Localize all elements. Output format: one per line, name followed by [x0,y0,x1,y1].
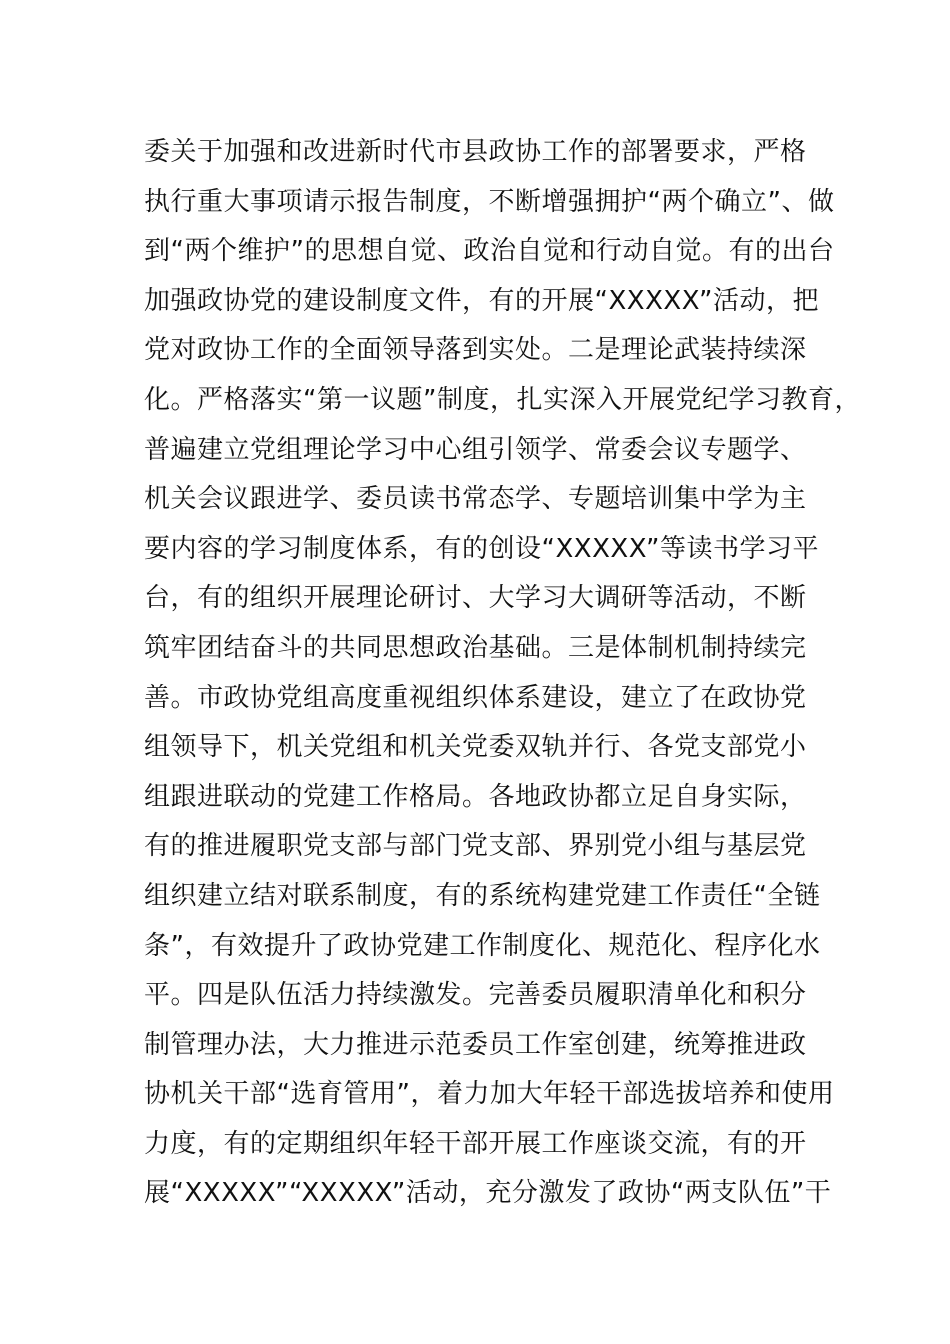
text-line: 组领导下，机关党组和机关党委双轨并行、各党支部党小 [144,732,807,763]
text-line: 到“两个维护”的思想自觉、政治自觉和行动自觉。有的出台 [144,236,835,267]
text-line: 组织建立结对联系制度，有的系统构建党建工作责任“全链 [144,880,821,911]
text-line: 机关会议跟进学、委员读书常态学、专题培训集中学为主 [144,484,807,515]
text-line: 平。四是队伍活力持续激发。完善委员履职清单化和积分 [144,980,807,1011]
text-line: 协机关干部“选育管用”，着力加大年轻干部选拔培养和使用 [144,1079,835,1110]
text-line: 化。严格落实“第一议题”制度，扎实深入开展党纪学习教育， [144,384,861,415]
text-line: 条”，有效提升了政协党建工作制度化、规范化、程序化水 [144,930,821,961]
text-line: 台，有的组织开展理论研讨、大学习大调研等活动，不断 [144,583,807,614]
text-line: 委关于加强和改进新时代市县政协工作的部署要求，严格 [144,137,807,167]
body-paragraph [144,128,864,1219]
text-line: 加强政协党的建设制度文件，有的开展“XXXXX”活动，把 [144,285,819,316]
text-line: 党对政协工作的全面领导落到实处。二是理论武装持续深 [144,335,807,366]
text-line: 有的推进履职党支部与部门党支部、界别党小组与基层党 [144,831,807,862]
text-line: 筑牢团结奋斗的共同思想政治基础。三是体制机制持续完 [144,632,807,663]
text-line: 制管理办法，大力推进示范委员工作室创建，统筹推进政 [144,1029,807,1060]
text-line: 执行重大事项请示报告制度，不断增强拥护“两个确立”、做 [144,186,835,217]
text-line: 组跟进联动的党建工作格局。各地政协都立足自身实际， [144,781,807,812]
text-line: 善。市政协党组高度重视组织体系建设，建立了在政协党 [144,682,807,713]
text-line: 普遍建立党组理论学习中心组引领学、常委会议专题学、 [144,434,807,465]
text-line: 展“XXXXX”“XXXXX”活动，充分激发了政协“两支队伍”干 [144,1178,832,1209]
text-line: 要内容的学习制度体系，有的创设“XXXXX”等读书学习平 [144,533,819,564]
text-line: 力度，有的定期组织年轻干部开展工作座谈交流，有的开 [144,1128,807,1159]
